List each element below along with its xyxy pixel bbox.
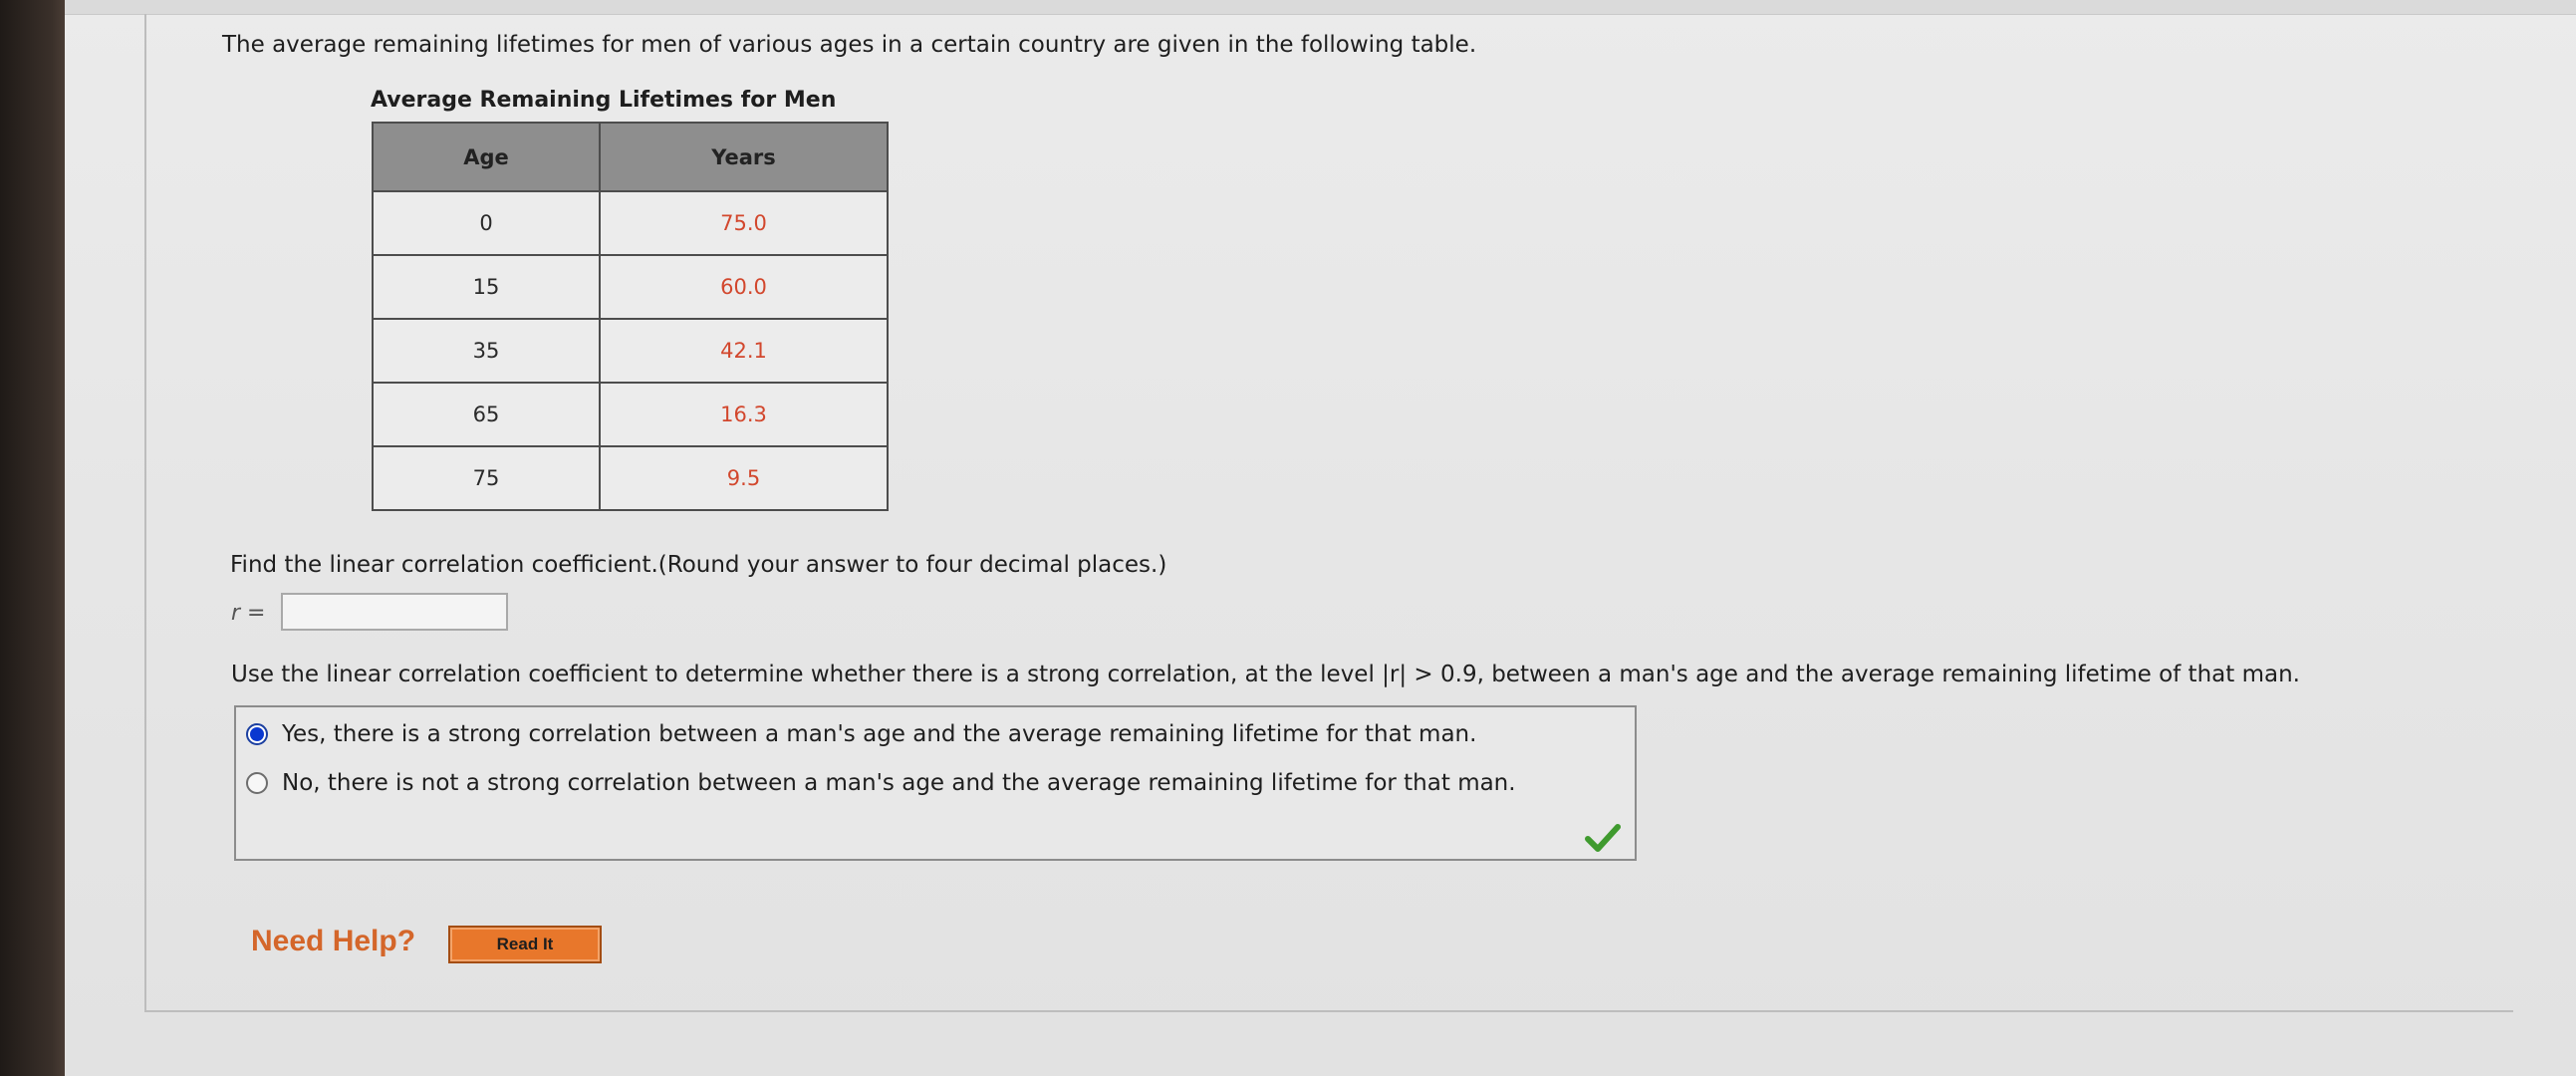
years-cell: 60.0 xyxy=(600,255,888,319)
monitor-bezel xyxy=(0,0,65,1076)
age-cell: 75 xyxy=(373,446,600,510)
radio-yes[interactable] xyxy=(246,723,268,745)
answer-choices xyxy=(234,705,1637,861)
column-header-age: Age xyxy=(373,123,600,191)
table-row xyxy=(373,191,888,255)
intro-text: The average remaining lifetimes for men of various ages in a certain country are given in the following table. xyxy=(222,32,1477,58)
column-header-years: Years xyxy=(600,123,888,191)
choice-no-label: No, there is not a strong correlation between a man's age and the average remaining lifetime for that man. xyxy=(282,770,1516,796)
read-it-button[interactable]: Read It xyxy=(448,926,602,963)
years-cell: 42.1 xyxy=(600,319,888,383)
table-row xyxy=(373,255,888,319)
lifetimes-table xyxy=(372,122,889,511)
table-row xyxy=(373,319,888,383)
choice-no[interactable] xyxy=(246,770,1516,796)
years-cell: 16.3 xyxy=(600,383,888,446)
age-cell: 0 xyxy=(373,191,600,255)
table-header-row xyxy=(373,123,888,191)
age-cell: 35 xyxy=(373,319,600,383)
age-cell: 15 xyxy=(373,255,600,319)
choice-yes-label: Yes, there is a strong correlation between a man's age and the average remaining lifetime for that man. xyxy=(282,721,1477,747)
years-cell: 9.5 xyxy=(600,446,888,510)
r-label: r = xyxy=(231,601,266,626)
table-row xyxy=(373,383,888,446)
age-cell: 65 xyxy=(373,383,600,446)
need-help-label: Need Help? xyxy=(251,925,416,957)
top-edge xyxy=(65,0,2576,15)
question-strength: Use the linear correlation coefficient to determine whether there is a strong correlation, at the level |r| > 0.9, between a man's age and the average remaining lifetime of that man. xyxy=(231,662,2300,687)
years-cell: 75.0 xyxy=(600,191,888,255)
radio-no[interactable] xyxy=(246,772,268,794)
choice-yes[interactable] xyxy=(246,721,1476,747)
checkmark-icon xyxy=(1585,823,1621,853)
r-answer-input[interactable] xyxy=(281,593,508,631)
table-title: Average Remaining Lifetimes for Men xyxy=(371,88,837,113)
table-row xyxy=(373,446,888,510)
question-correlation: Find the linear correlation coefficient.(Round your answer to four decimal places.) xyxy=(230,552,1167,578)
